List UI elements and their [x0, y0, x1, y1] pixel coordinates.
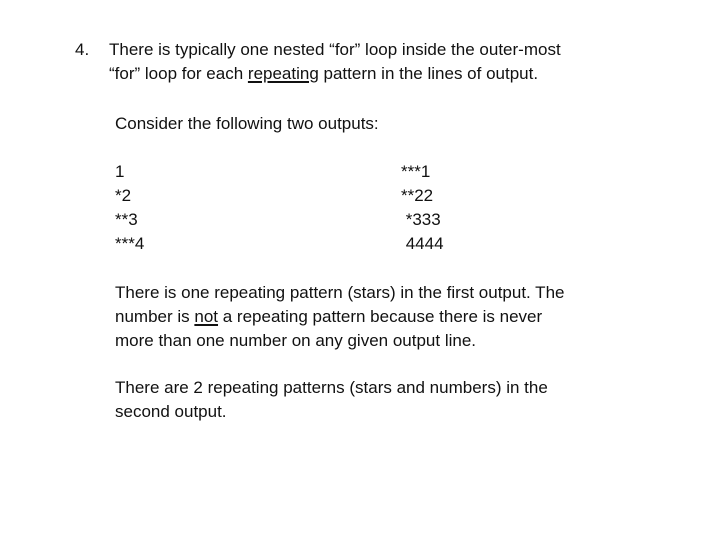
second-output-line: 4444	[401, 234, 444, 253]
paragraph-line-2-before: number is	[115, 307, 195, 326]
paragraph-line-3: more than one number on any given output line.	[115, 331, 477, 350]
first-output	[115, 160, 144, 256]
paragraph-line-2-after: a repeating pattern because there is never	[218, 307, 543, 326]
paragraph-line-1: There are 2 repeating patterns (stars and numbers) in the	[115, 378, 548, 397]
point-line-1: There is typically one nested “for” loop inside the outer-most	[109, 40, 561, 59]
first-output-line: ***4	[115, 234, 145, 253]
intro-text: Consider the following two outputs:	[115, 114, 379, 133]
first-output-line: **3	[115, 210, 138, 229]
paragraph-second-output	[115, 376, 655, 424]
paragraph-line-2: second output.	[115, 402, 227, 421]
first-output-line: 1	[115, 162, 125, 181]
point-line-2-before: “for” loop for each	[109, 64, 248, 83]
second-output-line: *333	[401, 210, 441, 229]
underlined-word-repeating: repeating	[247, 64, 319, 83]
paragraph-first-output	[115, 281, 655, 353]
point-text	[109, 38, 669, 86]
second-output-line: **22	[401, 186, 434, 205]
point-line-2	[109, 62, 669, 86]
point-number: 4.	[75, 40, 90, 59]
paragraph-line-1: There is one repeating pattern (stars) in the first output. The	[115, 283, 565, 302]
underlined-word-not: not	[194, 307, 219, 326]
second-output-line: ***1	[401, 162, 431, 181]
second-output	[401, 160, 444, 256]
outputs	[115, 160, 515, 260]
paragraph-line-2	[115, 305, 655, 329]
point-line-2-after: pattern in the lines of output.	[318, 64, 539, 83]
first-output-line: *2	[115, 186, 132, 205]
